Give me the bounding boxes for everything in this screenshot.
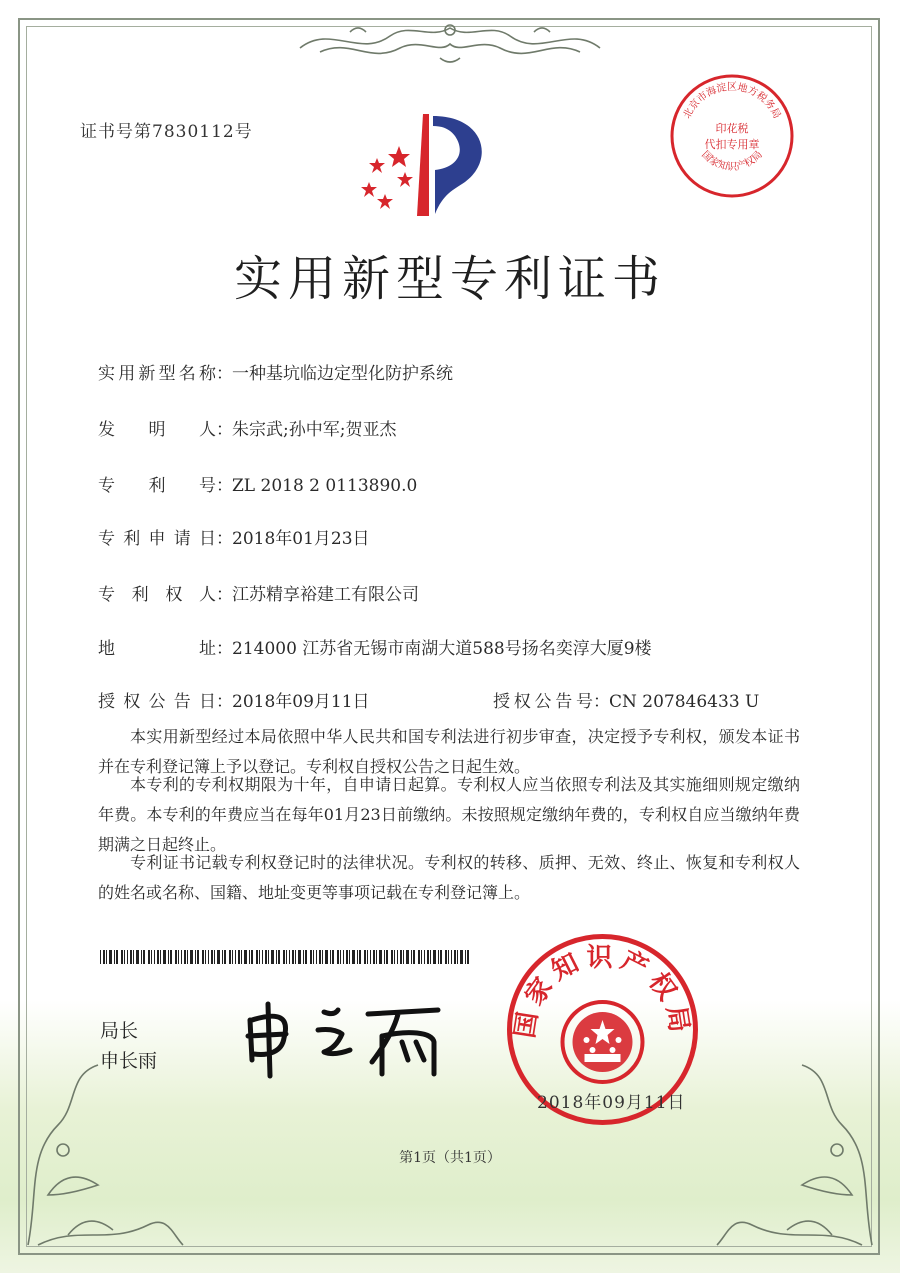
svg-text:国家知识产权局 — [699, 149, 764, 173]
field-name-label: 实用新型名称 — [98, 364, 216, 384]
tax-seal-inner-text-1: 印花税 — [715, 122, 749, 135]
field-grant-no-value: CN 207846433 U — [609, 692, 760, 712]
barcode — [100, 950, 474, 964]
field-grant-date-label: 授权公告日 — [98, 692, 216, 712]
field-inventors-row: 发明人：朱宗武;孙中军;贺亚杰 — [98, 415, 396, 440]
field-name-value: 一种基坑临边定型化防护系统 — [232, 364, 453, 384]
seal-date: 2018年09月11日 — [537, 1093, 686, 1113]
director-title: 局长 — [100, 1020, 139, 1042]
field-patent-no-value: ZL 2018 2 0113890.0 — [232, 476, 418, 496]
page-footer: 第1页（共1页） — [399, 1150, 501, 1166]
field-grant-date-row: 授权公告日：2018年09月11日 — [98, 687, 370, 712]
tax-seal-bottom-text: 国家知识产权局 — [699, 149, 765, 173]
field-grant-no-row: 授权公告号：CN 207846433 U — [493, 687, 759, 712]
field-inventors-value: 朱宗武;孙中军;贺亚杰 — [232, 420, 397, 440]
paragraph-2: 本专利的专利权期限为十年，自申请日起算。专利权人应当依照专利法及其实施细则规定缴纳年费。本专利的年费应当在每年01月23日前缴纳。未按照规定缴纳年费的，专利权自应当缴纳年费期满之日起终止。 — [98, 775, 800, 854]
field-name-row: 实用新型名称：一种基坑临边定型化防护系统 — [98, 359, 453, 384]
field-filing-date-label: 专利申请日 — [98, 529, 216, 549]
field-patentee-value: 江苏精享裕建工有限公司 — [232, 585, 419, 605]
field-patentee-row: 专利权人：江苏精享裕建工有限公司 — [98, 580, 419, 605]
field-grant-no-label: 授权公告号 — [493, 692, 593, 712]
paragraph-1: 本实用新型经过本局依照中华人民共和国专利法进行初步审查，决定授予专利权，颁发本证书并在专利登记簿上予以登记。专利权自授权公告之日起生效。 — [98, 727, 800, 776]
director-name: 申长雨 — [100, 1050, 158, 1072]
tax-seal-inner-text-2: 代扣专用章 — [704, 138, 760, 151]
field-patent-no-label: 专利号 — [98, 476, 216, 496]
paragraph-3: 专利证书记载专利权登记时的法律状况。专利权的转移、质押、无效、终止、恢复和专利权人的姓名或名称、国籍、地址变更等事项记载在专利登记簿上。 — [98, 853, 800, 902]
field-filing-date-value: 2018年01月23日 — [232, 529, 370, 549]
field-grant-date-value: 2018年09月11日 — [232, 692, 370, 712]
tax-seal-outer-text: 北京市海淀区地方税务局 — [681, 82, 783, 121]
tax-seal-stamp — [668, 72, 796, 200]
field-filing-date-row: 专利申请日：2018年01月23日 — [98, 524, 370, 549]
field-address-row: 地址：214000 江苏省无锡市南湖大道588号扬名奕淳大厦9楼 — [98, 634, 652, 659]
field-address-label: 地址 — [98, 639, 216, 659]
national-seal-text: 国家知识产权局 — [510, 942, 695, 1041]
field-address-value: 214000 江苏省无锡市南湖大道588号扬名奕淳大厦9楼 — [232, 639, 652, 659]
patent-office-logo-icon — [355, 110, 500, 220]
field-patentee-label: 专利权人 — [98, 585, 216, 605]
field-patent-no-row: 专利号：ZL 2018 2 0113890.0 — [98, 471, 417, 496]
director-signature — [238, 990, 453, 1085]
field-inventors-label: 发明人 — [98, 420, 216, 440]
top-ornament-icon — [290, 18, 610, 70]
certificate-number: 证书号第7830112号 — [80, 122, 253, 142]
certificate-title: 实用新型专利证书 — [233, 251, 666, 307]
